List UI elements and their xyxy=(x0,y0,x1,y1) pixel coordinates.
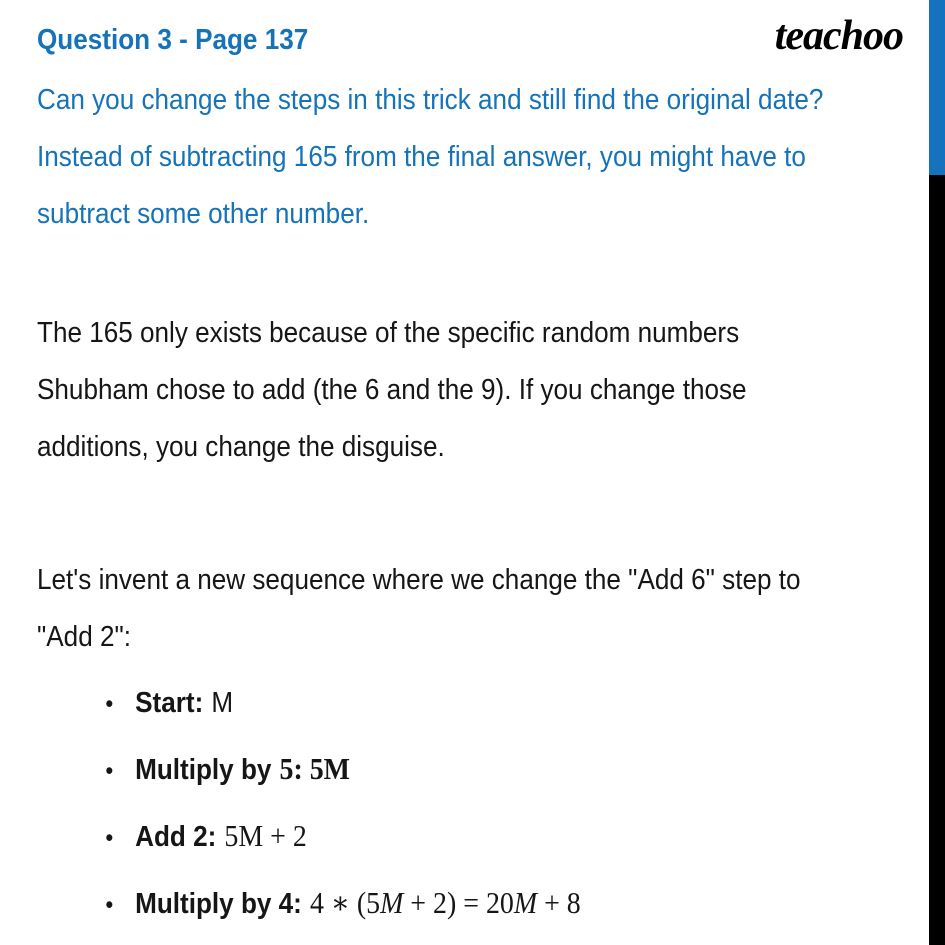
text-line: Instead of subtracting 165 from the final answer, you might have to xyxy=(37,141,806,173)
step-math: 4 ∗ (5M + 2) = 20M + 8 xyxy=(309,885,581,920)
text-line: subtract some other number. xyxy=(37,198,370,230)
list-item-add-2 xyxy=(37,807,942,867)
question-paragraph xyxy=(37,72,942,243)
text-line: additions, you change the disguise. xyxy=(37,431,445,463)
content-column xyxy=(37,0,942,941)
page-title: Question 3 - Page 137 xyxy=(37,24,309,56)
bullet-icon: • xyxy=(105,824,114,852)
text-line: Shubham chose to add (the 6 and the 9). If you change those xyxy=(37,374,747,406)
steps-list xyxy=(37,675,942,934)
teachoo-logo: teachoo xyxy=(774,13,903,59)
step-label: Multiply by xyxy=(135,754,272,786)
bullet-icon: • xyxy=(105,891,114,919)
text-line: Let's invent a new sequence where we change the "Add 6" step to xyxy=(37,564,801,596)
step-math: M xyxy=(211,687,234,719)
text-line: "Add 2": xyxy=(37,621,131,653)
explanation-paragraph xyxy=(37,305,942,476)
step-math: 5M + 2 xyxy=(224,818,307,853)
bullet-icon: • xyxy=(105,690,114,718)
step-label: Multiply by 4: xyxy=(135,888,302,920)
list-item-multiply-4 xyxy=(37,874,942,934)
step-label: Start: xyxy=(135,687,204,719)
intro-paragraph xyxy=(37,552,942,666)
step-label: Add 2: xyxy=(135,821,217,853)
step-math: 5: 5M xyxy=(279,751,351,786)
text-line: The 165 only exists because of the specific random numbers xyxy=(37,317,740,349)
list-item-multiply-5 xyxy=(37,740,942,800)
list-item-start xyxy=(37,675,942,733)
bullet-icon: • xyxy=(105,757,114,785)
text-line: Can you change the steps in this trick and still find the original date? xyxy=(37,84,824,116)
